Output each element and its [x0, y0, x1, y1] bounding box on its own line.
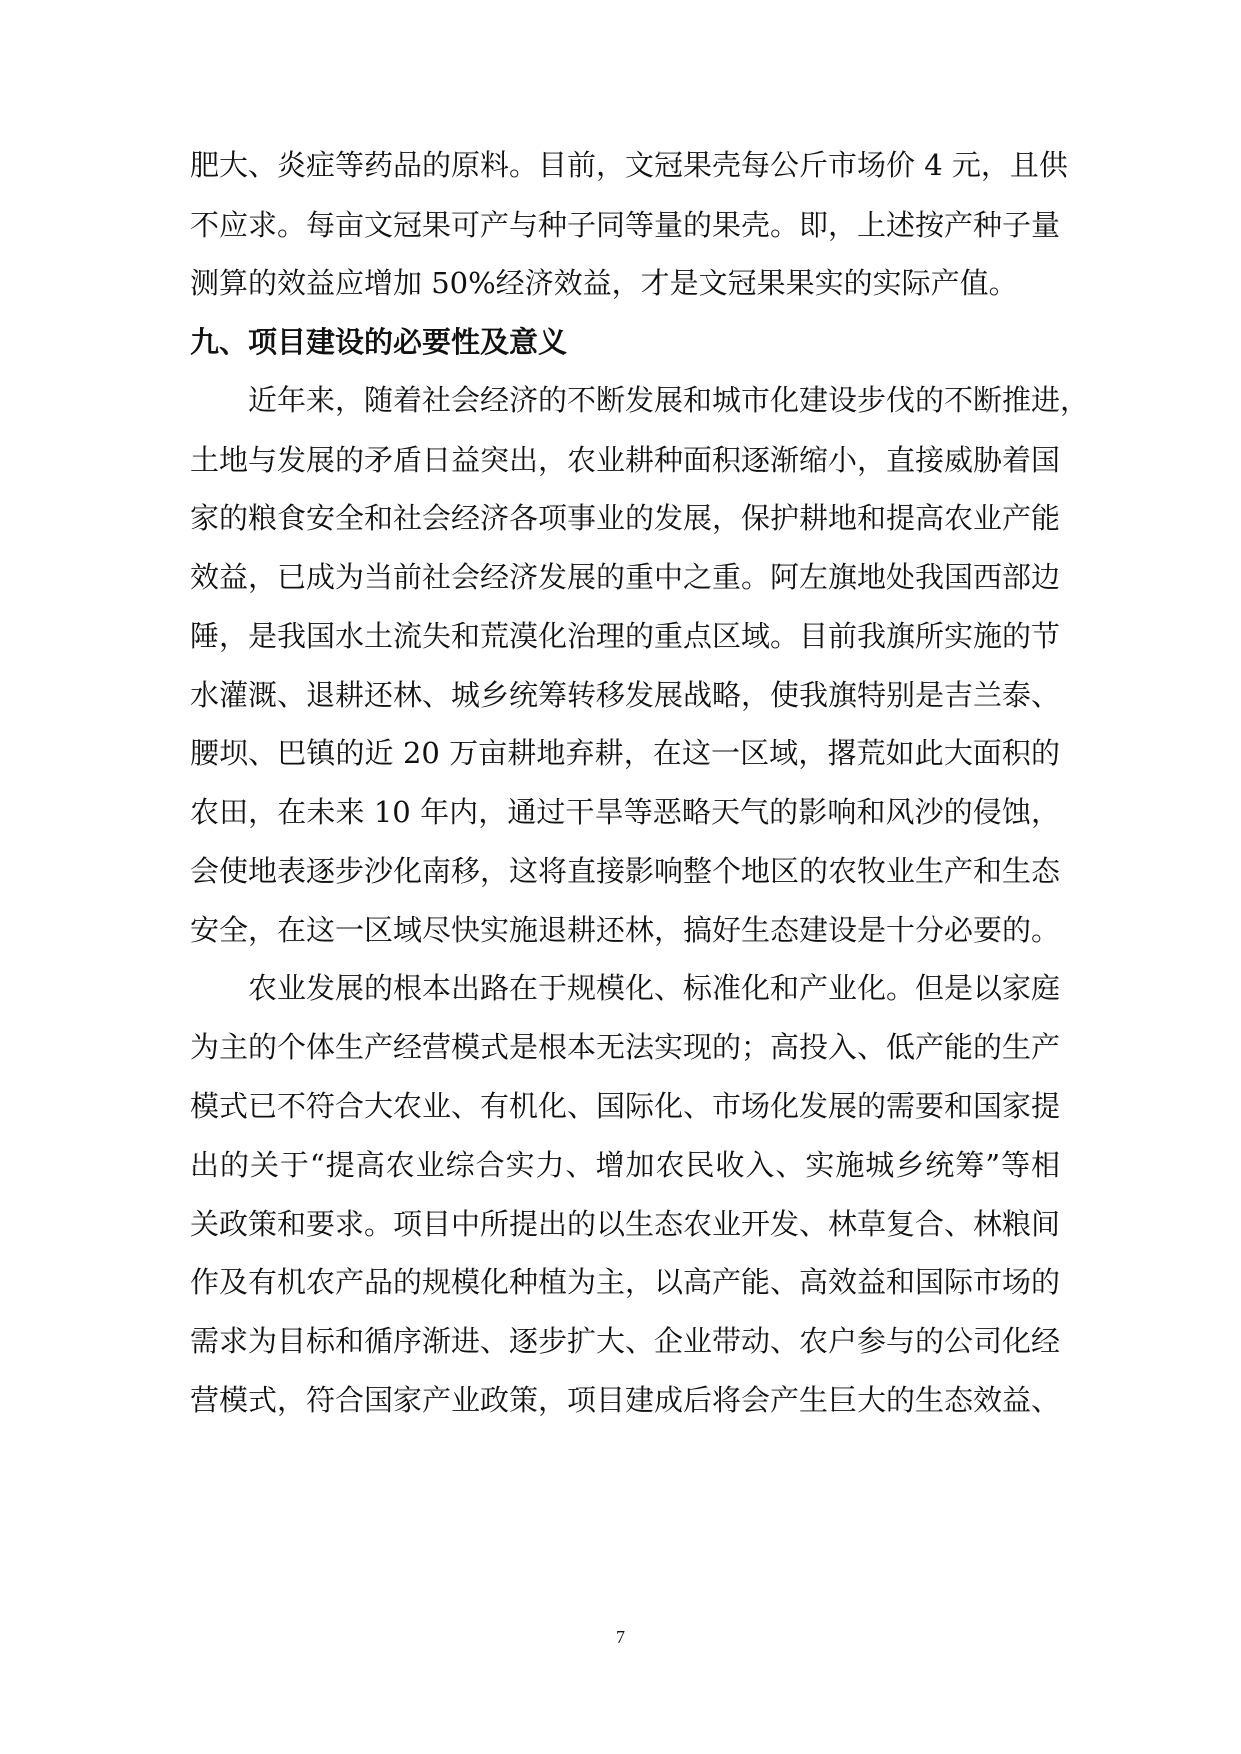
body-text-line: 肥大、炎症等药品的原料。目前，文冠果壳每公斤市场价 4 元，且供	[190, 148, 1068, 182]
paragraph-1-line: 农田，在未来 10 年内，通过干旱等恶略天气的影响和风沙的侵蚀，	[190, 795, 1060, 829]
paragraph-1-line: 腰坝、巴镇的近 20 万亩耕地弃耕，在这一区域，撂荒如此大面积的	[190, 736, 1060, 770]
paragraph-2-line: 营模式，符合国家产业政策，项目建成后将会产生巨大的生态效益、	[190, 1383, 1061, 1417]
paragraph-2-line: 为主的个体生产经营模式是根本无法实现的；高投入、低产能的生产	[190, 1030, 1061, 1064]
paragraph-2-line: 模式已不符合大农业、有机化、国际化、市场化发展的需要和国家提	[190, 1089, 1061, 1123]
paragraph-2-line: 农业发展的根本出路在于规模化、标准化和产业化。但是以家庭	[248, 971, 1061, 1005]
paragraph-1-line: 效益，已成为当前社会经济发展的重中之重。阿左旗地处我国西部边	[190, 560, 1061, 594]
page-number: 7	[616, 1627, 625, 1647]
paragraph-1-line: 土地与发展的矛盾日益突出，农业耕种面积逐渐缩小，直接威胁着国	[190, 443, 1061, 477]
body-text-line: 不应求。每亩文冠果可产与种子同等量的果壳。即，上述按产种子量	[190, 208, 1061, 242]
body-text-line: 测算的效益应增加 50%经济效益，才是文冠果果实的实际产值。	[190, 266, 1018, 300]
paragraph-1-line: 水灌溉、退耕还林、城乡统筹转移发展战略，使我旗特别是吉兰泰、	[190, 678, 1061, 712]
section-heading: 九、项目建设的必要性及意义	[190, 325, 568, 359]
paragraph-1-line: 陲，是我国水土流失和荒漠化治理的重点区域。目前我旗所实施的节	[190, 619, 1061, 653]
paragraph-1-line: 安全，在这一区域尽快实施退耕还林，搞好生态建设是十分必要的。	[190, 913, 1061, 947]
paragraph-2-line: 出的关于“提高农业综合实力、增加农民收入、实施城乡统筹”等相	[190, 1148, 1060, 1182]
paragraph-1-line: 近年来，随着社会经济的不断发展和城市化建设步伐的不断推进，	[248, 383, 1090, 417]
paragraph-1-line: 家的粮食安全和社会经济各项事业的发展，保护耕地和提高农业产能	[190, 501, 1061, 535]
paragraph-2-line: 作及有机农产品的规模化种植为主，以高产能、高效益和国际市场的	[190, 1265, 1061, 1299]
paragraph-2-line: 需求为目标和循序渐进、逐步扩大、企业带动、农户参与的公司化经	[190, 1324, 1061, 1358]
paragraph-1-line: 会使地表逐步沙化南移，这将直接影响整个地区的农牧业生产和生态	[190, 854, 1061, 888]
paragraph-2-line: 关政策和要求。项目中所提出的以生态农业开发、林草复合、林粮间	[190, 1207, 1061, 1241]
